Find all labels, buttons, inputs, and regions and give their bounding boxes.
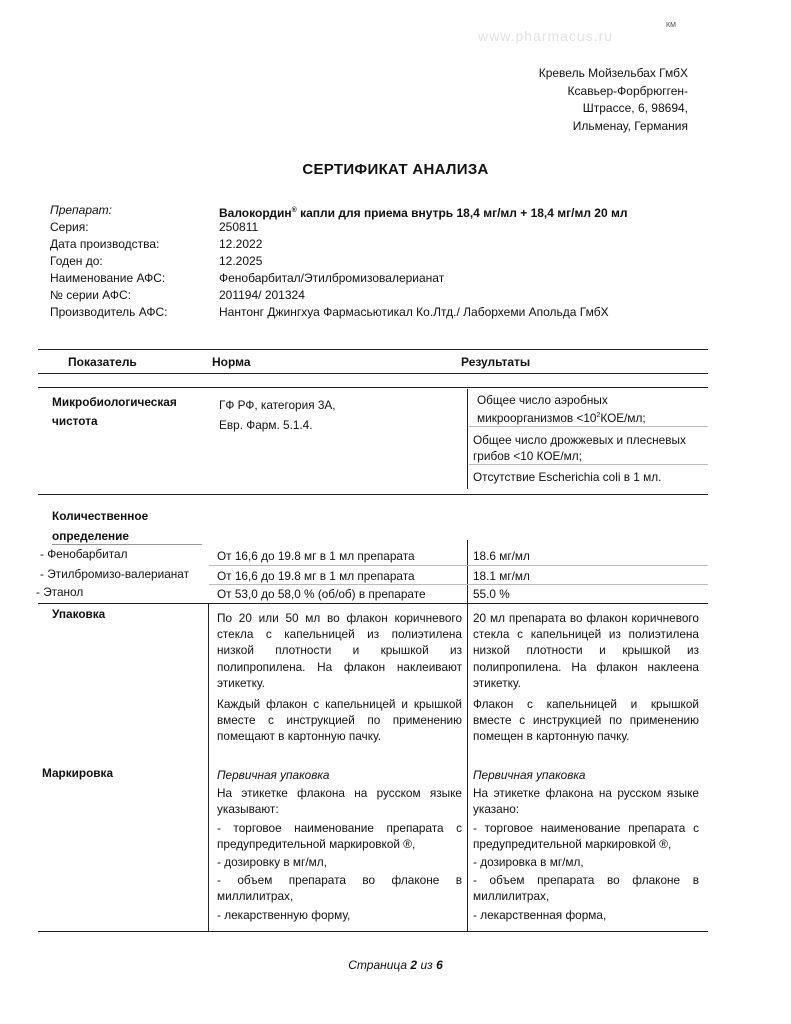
quant-norm-ethylbromisovalerate: От 16,6 до 19.8 мг в 1 мл препарата bbox=[217, 569, 415, 583]
series-label: Серия: bbox=[50, 220, 89, 234]
marking-result-line: - дозировка в мг/мл, bbox=[473, 855, 584, 870]
micro-norm-line: ГФ РФ, категория 3А, bbox=[219, 398, 336, 412]
cell-separator bbox=[469, 426, 708, 427]
km-mark: КМ bbox=[666, 22, 676, 29]
micro-norm bbox=[219, 395, 336, 435]
column-divider bbox=[467, 604, 468, 931]
product-description: капли для приема внутрь 18,4 мг/мл + 18,4 мг/мл 20 мл bbox=[296, 206, 628, 220]
marking-indicator: Маркировка bbox=[42, 766, 114, 780]
underline bbox=[52, 544, 202, 545]
expiry-value: 12.2025 bbox=[219, 254, 263, 268]
address-line: Ксавьер-Форбрюгген- bbox=[567, 83, 688, 98]
marking-result-line: - объем препарата во флаконе в миллилитрах, bbox=[473, 873, 699, 904]
product-label: Препарат: bbox=[50, 203, 112, 217]
micro-result-aerobic bbox=[477, 392, 646, 426]
quant-name-ethylbromisovalerate: - Этилбромизо-валерианат bbox=[40, 567, 189, 581]
quant-result-ethylbromisovalerate: 18.1 мг/мл bbox=[473, 569, 530, 583]
cell-separator bbox=[469, 464, 708, 465]
address-line: Кревель Мойзельбах ГмбХ bbox=[538, 66, 688, 80]
address-line: Штрассе, 6, 98694, bbox=[582, 101, 688, 115]
table-rule bbox=[38, 494, 708, 495]
micro-norm-line: Евр. Фарм. 5.1.4. bbox=[219, 418, 313, 432]
column-divider bbox=[208, 604, 209, 931]
api-name-value: Фенобарбитал/Этилбромизовалерианат bbox=[219, 271, 445, 285]
marking-result bbox=[473, 767, 699, 923]
quant-result-ethanol: 55.0 % bbox=[473, 587, 510, 601]
cell-separator bbox=[209, 565, 708, 566]
page-total: 6 bbox=[436, 958, 443, 972]
table-rule bbox=[38, 387, 708, 388]
marking-norm-line: - дозировку в мг/мл, bbox=[217, 855, 327, 870]
packaging-result-paragraph: 20 мл препарата во флакон коричневого стекла с капельницей из полиэтилена низкой плотности и крышкой из полипропилена. На флакон наклеена этикетку. bbox=[473, 611, 699, 690]
packaging-result-paragraph: Флакон с капельницей и крышкой вместе с инструкцией по применению помещен в картонную пачку. bbox=[473, 697, 699, 744]
marking-result-line: - лекарственная форма, bbox=[473, 907, 607, 922]
api-series-value: 201194/ 201324 bbox=[219, 288, 305, 302]
mfg-date-value: 12.2022 bbox=[219, 237, 263, 251]
marking-norm bbox=[217, 767, 462, 923]
table-header-rule bbox=[38, 373, 708, 374]
company-address bbox=[539, 65, 688, 135]
marking-result-subtitle: Первичная упаковка bbox=[473, 768, 586, 782]
registered-mark: ® bbox=[291, 207, 297, 214]
cell-separator bbox=[209, 584, 708, 585]
quant-indicator-line: определение bbox=[52, 528, 129, 543]
packaging-norm-paragraph: Каждый флакон с капельницей и крышкой вместе с инструкцией по применению помещают в картонную пачку. bbox=[217, 697, 462, 744]
table-bottom-rule bbox=[38, 931, 708, 932]
quant-indicator-line: Количественное bbox=[52, 509, 149, 523]
document-title: СЕРТИФИКАТ АНАЛИЗА bbox=[302, 161, 489, 178]
marking-norm-line: - лекарственную форму, bbox=[217, 907, 351, 922]
packaging-norm bbox=[217, 610, 462, 745]
quant-name-phenobarbital: - Фенобарбитал bbox=[40, 547, 128, 561]
watermark: www.pharmacus.ru bbox=[478, 28, 614, 44]
api-name-label: Наименование АФС: bbox=[50, 271, 166, 285]
micro-indicator-line: чистота bbox=[52, 414, 98, 428]
api-series-label: № серии АФС: bbox=[50, 288, 132, 302]
packaging-indicator: Упаковка bbox=[52, 607, 106, 621]
quant-result-phenobarbital: 18.6 мг/мл bbox=[473, 549, 530, 563]
marking-norm-subtitle: Первичная упаковка bbox=[217, 768, 330, 782]
page-current: 2 bbox=[410, 958, 418, 972]
header-norm: Норма bbox=[212, 355, 251, 369]
header-results: Результаты bbox=[461, 355, 531, 369]
page-number bbox=[0, 958, 791, 972]
page-of-word: из bbox=[420, 958, 433, 972]
series-value: 250811 bbox=[219, 220, 259, 234]
marking-norm-line: - торговое наименование препарата с предупредительной маркировкой ®, bbox=[217, 820, 462, 851]
micro-result-ecoli: Отсутствие Escherichia coli в 1 мл. bbox=[473, 470, 662, 484]
micro-result-line: грибов <10 КОЕ/мл; bbox=[473, 449, 582, 464]
quant-norm-phenobarbital: От 16,6 до 19.8 мг в 1 мл препарата bbox=[217, 549, 415, 563]
micro-result-line: Общее число аэробных bbox=[477, 393, 608, 407]
micro-result-line: Общее число дрожжевых и плесневых bbox=[473, 433, 686, 447]
table-rule bbox=[38, 603, 708, 604]
packaging-result bbox=[473, 610, 699, 745]
micro-indicator-line: Микробиологическая bbox=[52, 395, 177, 409]
api-manufacturer-label: Производитель АФС: bbox=[50, 305, 168, 319]
product-value bbox=[219, 202, 628, 222]
quant-indicator bbox=[52, 507, 148, 546]
address-line: Ильменау, Германия bbox=[572, 118, 688, 133]
quant-name-ethanol: - Этанол bbox=[36, 585, 84, 599]
api-manufacturer-value: Нантонг Джингхуа Фармасьютикал Ко.Лтд./ Лаборхеми Апольда ГмбХ bbox=[219, 305, 609, 319]
product-name: Валокордин bbox=[219, 206, 292, 220]
table-top-rule bbox=[38, 349, 708, 350]
micro-result-line: микроорганизмов $<10^2КОЕ/мл$; bbox=[477, 411, 646, 426]
mfg-date-label: Дата производства: bbox=[50, 237, 160, 251]
marking-result-line: - торговое наименование препарата с предупредительной маркировкой ®, bbox=[473, 820, 699, 851]
page-word: Страница bbox=[348, 958, 408, 972]
quant-norm-ethanol: От 53,0 до 58,0 % (об/об) в препарате bbox=[217, 587, 426, 601]
marking-norm-line: - объем препарата во флаконе в миллилитрах, bbox=[217, 873, 462, 904]
header-indicator: Показатель bbox=[68, 355, 137, 369]
packaging-norm-paragraph: По 20 или 50 мл во флакон коричневого стекла с капельницей из полиэтилена низкой плотности и крышкой из полипропилена. На флакон наклеивают этикетку. bbox=[217, 611, 462, 690]
micro-indicator bbox=[52, 393, 177, 431]
marking-norm-line: На этикетке флакона на русском языке указывают: bbox=[217, 786, 462, 817]
expiry-label: Годен до: bbox=[50, 254, 103, 268]
column-divider bbox=[467, 540, 468, 603]
marking-result-line: На этикетке флакона на русском языке указано: bbox=[473, 786, 699, 817]
micro-result-yeast bbox=[473, 432, 686, 464]
column-divider bbox=[467, 389, 468, 489]
